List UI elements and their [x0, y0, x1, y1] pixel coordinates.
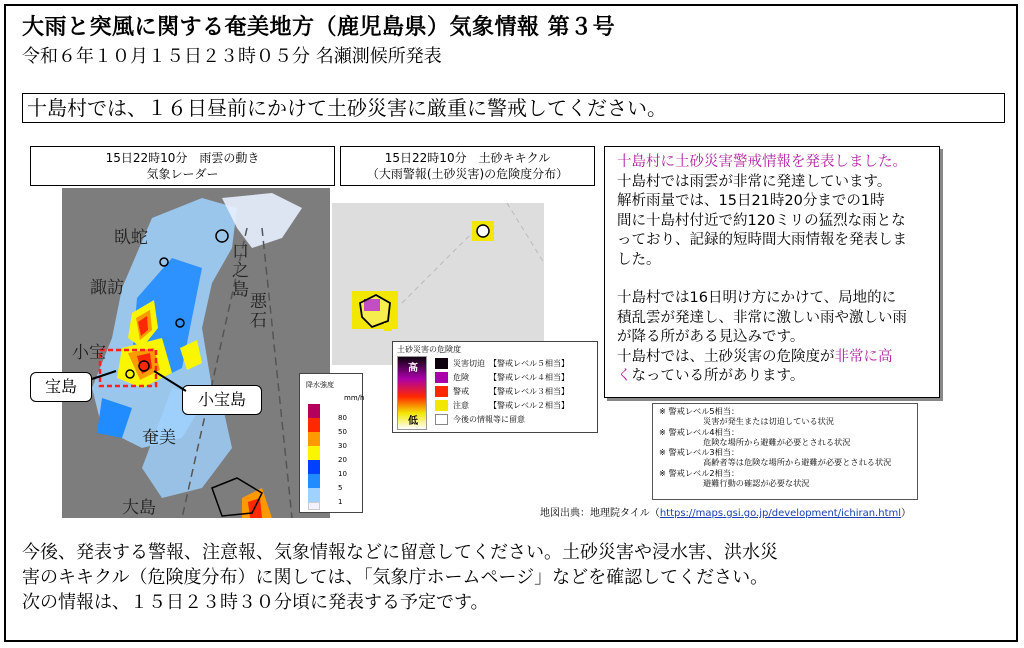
info-line: が降る所がある見込みです。	[617, 329, 805, 345]
radar-caption	[30, 146, 335, 186]
info-emphasis: く	[617, 368, 632, 384]
radar-legend-value: 80	[338, 414, 347, 422]
note-head: ※ 警戒レベル3相当：	[659, 447, 740, 458]
radar-legend-title: 降水強度	[306, 381, 334, 389]
info-line	[617, 367, 931, 387]
callout-takara: 宝島	[30, 372, 92, 402]
info-line: 間に十島村付近で約120ミリの猛烈な雨とな	[617, 212, 906, 229]
radar-legend-value: 5	[338, 484, 343, 492]
info-line: 積乱雲が発達し、非常に激しい雨や激しい雨	[617, 309, 907, 326]
radar-caption-line1: 15日22時10分 雨雲の動き	[105, 151, 260, 165]
radar-legend-value: 50	[338, 428, 347, 436]
kikikuru-legend-item: 今後の情報等に留意	[453, 415, 525, 424]
info-line: 解析雨量では、15日21時20分までの1時	[617, 193, 885, 209]
info-lead: 十島村に土砂災害警戒情報を発表しました。	[617, 154, 907, 170]
warning-level-notes	[652, 403, 918, 500]
headline-box: 十島村では、１６日昼前にかけて土砂災害に厳重に警戒してください。	[22, 93, 1005, 123]
danger-low-label: 低	[408, 416, 418, 427]
kikikuru-legend-item: 危険 【警戒レベル４相当】	[453, 373, 569, 382]
label-ga: 臥蛇	[114, 228, 148, 248]
info-line: した。	[617, 251, 661, 268]
page-title: 大雨と突風に関する奄美地方（鹿児島県）気象情報 第３号	[22, 15, 616, 40]
note-head: ※ 警戒レベル5相当：	[659, 406, 740, 416]
kikikuru-swatch	[435, 414, 448, 425]
danger-gradient-bar	[397, 356, 427, 430]
label-amami: 奄美	[142, 428, 176, 448]
radar-legend-swatch	[308, 460, 320, 474]
closing-line: 今後、発表する警報、注意報、気象情報などに留意してください。土砂災害や浸水害、洪水災	[22, 542, 778, 563]
source-link[interactable]: https://maps.gsi.go.jp/development/ichiran.html	[659, 508, 902, 519]
radar-legend-swatch	[308, 488, 320, 502]
info-box	[604, 146, 940, 398]
info-line-part: 十島村では、土砂災害の危険度が	[617, 348, 835, 365]
radar-legend-unit: mm/h	[344, 394, 365, 402]
radar-legend-value: 10	[338, 470, 347, 478]
kikikuru-swatch	[435, 358, 448, 369]
radar-legend-swatch	[308, 474, 320, 488]
info-line: っており、記録的短時間大雨情報を発表しま	[617, 232, 907, 248]
radar-legend-swatch	[308, 432, 320, 446]
label-akuseki: 悪石	[250, 292, 267, 331]
kikikuru-legend-title: 土砂災害の危険度	[397, 345, 461, 354]
label-kodakara-side: 小宝	[72, 343, 106, 363]
note-desc: 高齢者等は危険な場所から避難が必要とされる状況	[703, 457, 892, 468]
radar-legend-swatch	[308, 418, 320, 432]
radar-legend	[299, 373, 363, 513]
info-emphasis: 非常に高	[834, 348, 893, 365]
kikikuru-legend-item: 注意 【警戒レベル２相当】	[453, 401, 569, 410]
note-head: ※ 警戒レベル2相当：	[659, 467, 740, 478]
radar-legend-value: 30	[338, 442, 347, 450]
callout-takara-pointer	[90, 365, 120, 385]
info-line-part: なっている所があります。	[631, 368, 805, 384]
info-line	[617, 348, 931, 368]
source-prefix: 地図出典：地理院タイル（	[540, 508, 660, 519]
note-head: ※ 警戒レベル4相当：	[659, 426, 740, 437]
radar-legend-value: 20	[338, 456, 347, 464]
kikikuru-caption	[340, 146, 595, 186]
callout-kodakara: 小宝島	[182, 385, 262, 415]
note-desc: 災害が発生または切迫している状況	[703, 416, 835, 427]
source-suffix: ）	[901, 508, 912, 519]
closing-line: 害のキキクル（危険度分布）に関しては、「気象庁ホームページ」などを確認してください。	[22, 567, 769, 588]
danger-high-label: 高	[408, 363, 418, 374]
kikikuru-swatch	[435, 386, 448, 397]
kikikuru-caption-line1: 15日22時10分 土砂キキクル	[384, 151, 551, 165]
kikikuru-legend-item: 警戒 【警戒レベル３相当】	[453, 387, 569, 396]
kikikuru-swatch	[435, 400, 448, 411]
info-spacer	[617, 270, 931, 289]
map-source	[540, 504, 911, 519]
callout-kodakara-pointer	[150, 367, 190, 395]
closing-text	[22, 540, 1012, 615]
note-desc: 避難行動の確認が必要な状況	[703, 478, 810, 489]
radar-legend-swatch	[308, 502, 320, 510]
kikikuru-swatch	[435, 372, 448, 383]
info-line: 十島村では雨雲が非常に発達しています。	[617, 173, 892, 190]
kikikuru-caption-line2: （大雨警報(土砂災害)の危険度分布）	[366, 167, 569, 181]
radar-caption-line2: 気象レーダー	[146, 167, 219, 181]
label-sua: 諏訪	[90, 278, 124, 298]
radar-legend-swatch	[308, 404, 320, 418]
note-desc: 危険な場所から避難が必要とされる状況	[703, 436, 851, 447]
kikikuru-legend-item: 災害切迫 【警戒レベル５相当】	[453, 359, 569, 368]
info-line: 十島村では16日明け方にかけて、局地的に	[617, 290, 897, 306]
radar-legend-swatch	[308, 446, 320, 460]
label-kuchi: 口之島	[232, 242, 249, 300]
radar-legend-value: 1	[338, 498, 343, 506]
kikikuru-legend	[392, 341, 598, 433]
radar-map	[62, 188, 330, 518]
issue-datetime: 令和６年１０月１５日２３時０５分 名瀬測候所発表	[22, 46, 442, 67]
closing-line: 次の情報は、１５日２３時３０分頃に発表する予定です。	[22, 592, 489, 613]
label-oshima: 大島	[122, 498, 156, 518]
